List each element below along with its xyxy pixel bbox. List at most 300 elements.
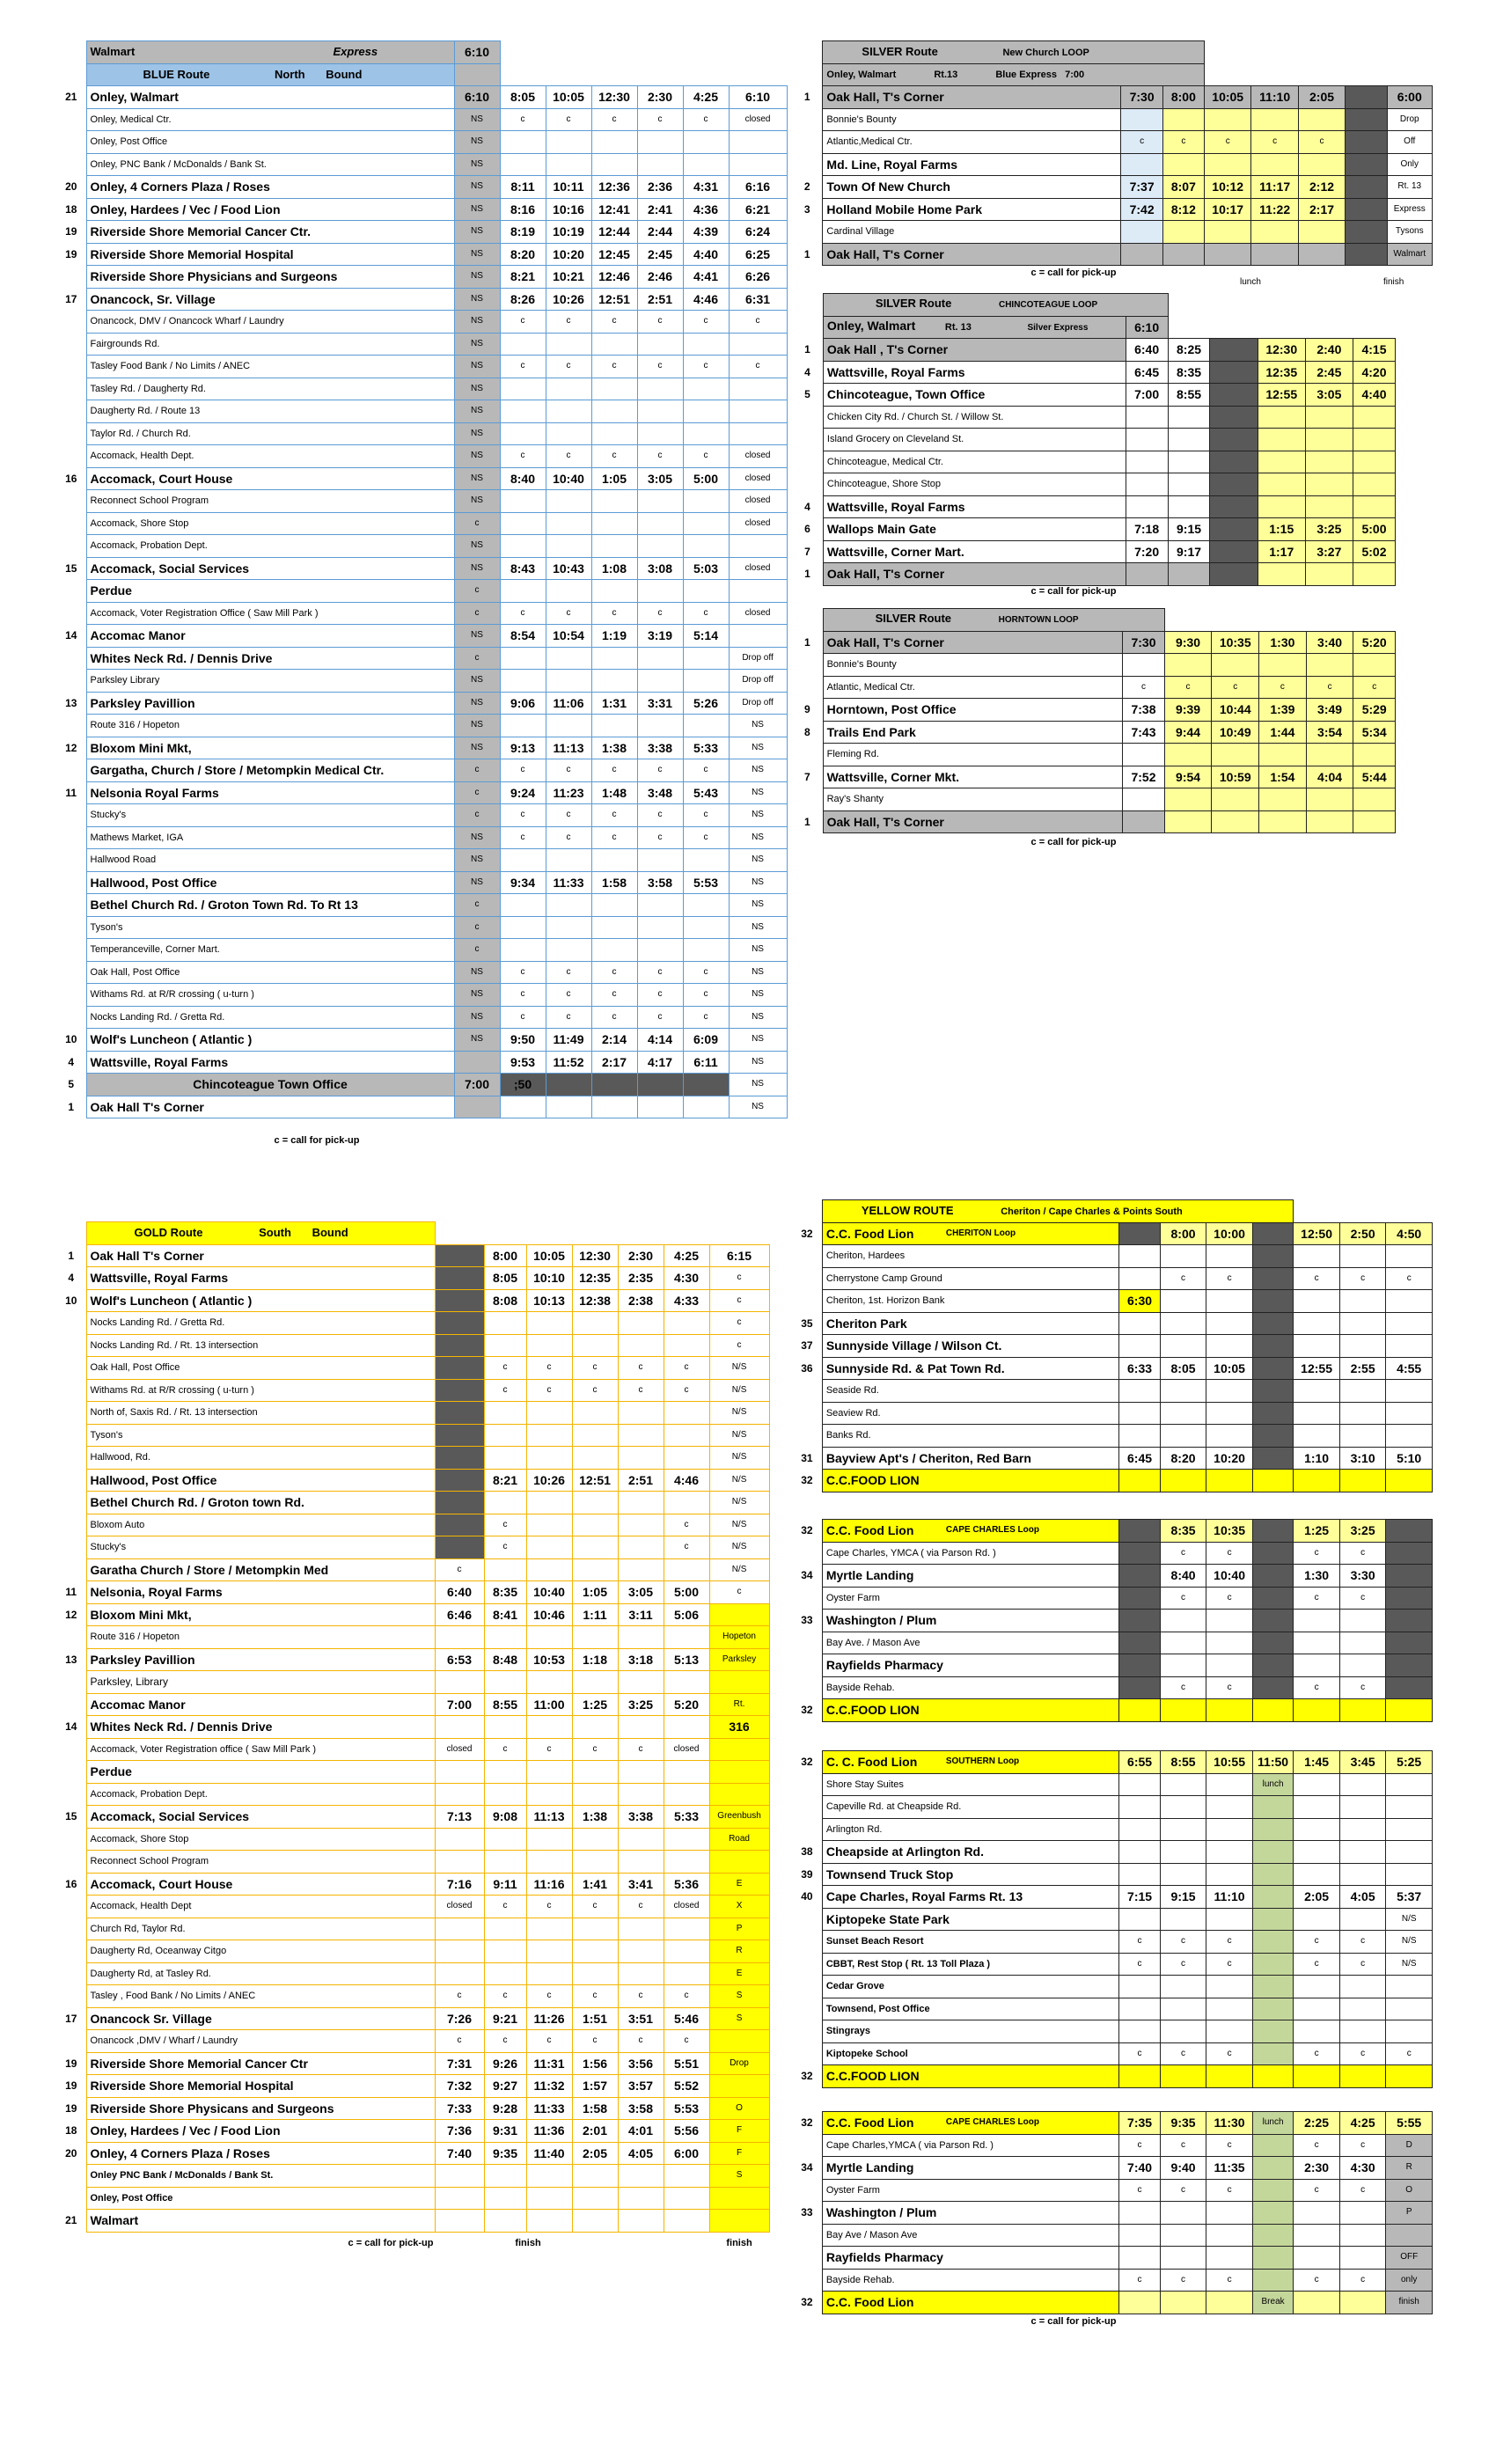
time-cell (1212, 788, 1259, 811)
time-cell (1339, 2247, 1386, 2270)
time-cell (526, 1312, 572, 1335)
time-cell (1206, 1470, 1253, 1492)
time-cell: 9:11 (484, 1873, 526, 1896)
time-cell: N/S (709, 1447, 769, 1470)
time-cell: NS (454, 266, 500, 289)
time-cell (1252, 1908, 1293, 1931)
time-cell: 10:20 (1206, 1447, 1253, 1470)
time-cell: c (435, 2030, 484, 2053)
time-cell (1258, 406, 1305, 429)
time-cell: c (1251, 131, 1298, 154)
stop-number (792, 2134, 822, 2157)
time-cell (1206, 1402, 1253, 1425)
time-cell: 2:12 (1298, 176, 1345, 199)
stop-name: Garatha Church / Store / Metompkin Med (86, 1558, 435, 1581)
time-cell: c (683, 108, 729, 131)
stop-name: C.C. Food Lion (822, 2292, 1118, 2314)
stop-name: Temperanceville, Corner Mart. (86, 939, 454, 962)
time-cell (1206, 2065, 1253, 2088)
stop-name-text: C.C. Food Lion (825, 1523, 914, 1538)
time-cell: 3:19 (637, 625, 683, 648)
time-cell: 9:26 (484, 2052, 526, 2075)
time-cell (1252, 1886, 1293, 1909)
time-cell: NS (454, 737, 500, 759)
stop-number (792, 406, 823, 429)
time-cell (664, 1761, 709, 1784)
time-cell: 3:41 (618, 1873, 664, 1896)
time-cell (683, 647, 729, 670)
time-cell: 5:00 (683, 467, 729, 490)
time-cell: c (500, 1006, 546, 1029)
time-cell (1386, 1818, 1433, 1841)
blue-row (56, 849, 787, 872)
stop-number: 21 (65, 2214, 77, 2227)
time-cell: NS (729, 849, 787, 872)
time-cell: 3:11 (618, 1603, 664, 1626)
time-cell: closed (435, 1896, 484, 1918)
time-cell (709, 2187, 769, 2210)
time-cell (1119, 1976, 1160, 1998)
stop-name: Cedar Grove (822, 1976, 1118, 1998)
time-cell: c (1206, 2179, 1253, 2202)
time-cell (1119, 2202, 1160, 2225)
time-cell: c (618, 1357, 664, 1380)
time-cell: c (484, 1357, 526, 1380)
time-cell (1339, 2020, 1386, 2043)
time-cell (709, 1761, 769, 1784)
time-cell: lunch (1252, 2112, 1293, 2135)
time-cell: 8:55 (1168, 384, 1210, 407)
stop-number: 34 (801, 2161, 813, 2174)
stop-number: 1 (68, 1249, 75, 1262)
gold-note: c = call for pick-up (348, 2238, 434, 2249)
time-cell (1294, 1290, 1340, 1313)
stop-number: 4 (68, 1055, 75, 1068)
time-cell (1294, 1773, 1340, 1796)
yellow3-row (792, 2065, 1433, 2088)
time-cell (1126, 495, 1168, 518)
time-cell: 10:10 (526, 1267, 572, 1290)
time-cell: 2:05 (1298, 86, 1345, 109)
stop-number (792, 153, 823, 176)
time-cell (1119, 1587, 1160, 1610)
time-cell (526, 1828, 572, 1851)
time-cell: 8:35 (484, 1581, 526, 1604)
time-cell (591, 153, 637, 176)
time-cell: 9:31 (484, 2120, 526, 2143)
time-cell: 3:31 (637, 692, 683, 715)
time-cell (1252, 2157, 1293, 2180)
loop-label: CAPE CHARLES Loop (945, 1525, 1039, 1535)
time-cell (1252, 1654, 1293, 1677)
time-cell (1126, 473, 1168, 496)
time-cell: 11:31 (526, 2052, 572, 2075)
time-cell (1252, 1470, 1293, 1492)
time-cell (526, 1334, 572, 1357)
time-cell (1160, 1380, 1206, 1403)
time-cell: 7:00 (454, 1074, 500, 1096)
time-cell (683, 400, 729, 423)
time-cell (484, 1447, 526, 1470)
time-cell (1252, 1357, 1293, 1380)
time-cell: NS (454, 1006, 500, 1029)
time-cell (435, 1379, 484, 1402)
blue-row (56, 198, 787, 221)
time-cell: c (1306, 676, 1353, 699)
stop-number (792, 654, 823, 677)
time-cell (1123, 788, 1164, 811)
stop-name: Onancock ,DMV / Wharf / Laundry (86, 2030, 435, 2053)
time-cell: 5:53 (664, 2097, 709, 2120)
time-cell: 12:30 (572, 1244, 618, 1267)
time-cell: c (637, 961, 683, 984)
time-cell: 12:50 (1294, 1222, 1340, 1245)
stop-number: 19 (65, 247, 77, 260)
time-cell: NS (729, 804, 787, 827)
time-cell (1160, 1654, 1206, 1677)
time-cell (1210, 540, 1258, 563)
stop-number: 39 (801, 1867, 813, 1881)
time-cell (546, 131, 591, 154)
time-cell (591, 580, 637, 603)
time-cell (664, 1962, 709, 1985)
stop-number (792, 1976, 822, 1998)
time-cell: c (546, 311, 591, 334)
time-cell (484, 1828, 526, 1851)
time-cell: 2:30 (637, 86, 683, 109)
time-cell: Drop off (729, 692, 787, 715)
time-cell: F (709, 2142, 769, 2165)
stop-number: 20 (65, 2146, 77, 2160)
time-cell: c (1160, 1676, 1206, 1699)
stop-number: 35 (801, 1316, 813, 1330)
gold-row (56, 1716, 769, 1739)
time-cell: 12:51 (572, 1469, 618, 1492)
time-cell: c (546, 804, 591, 827)
silver-chincoteague-table (792, 293, 1396, 586)
time-cell: c (526, 1738, 572, 1761)
time-cell (683, 378, 729, 400)
time-cell (1252, 1676, 1293, 1699)
silver2-row (792, 451, 1396, 473)
time-cell (1252, 1380, 1293, 1403)
time-cell: c (500, 961, 546, 984)
stop-number (56, 759, 86, 782)
time-cell: 5:56 (664, 2120, 709, 2143)
time-cell: 3:49 (1306, 699, 1353, 722)
time-cell: c (526, 1985, 572, 2008)
silver1-row (792, 86, 1433, 109)
time-cell (664, 1558, 709, 1581)
yellow2-row (792, 1654, 1433, 1677)
time-cell (1259, 744, 1307, 766)
time-cell: c (1206, 1676, 1253, 1699)
stop-number: 32 (801, 2070, 813, 2083)
time-cell (484, 1334, 526, 1357)
time-cell: c (454, 759, 500, 782)
time-cell (1160, 1773, 1206, 1796)
time-cell: c (546, 602, 591, 625)
time-cell (1252, 1447, 1293, 1470)
time-cell: 6:46 (435, 1603, 484, 1626)
time-cell (1160, 1976, 1206, 1998)
time-cell (1210, 518, 1258, 541)
time-cell (637, 894, 683, 917)
time-cell: c (1119, 2269, 1160, 2292)
yellow1-row (792, 1290, 1433, 1313)
time-cell: 7:16 (435, 1873, 484, 1896)
time-cell (484, 1851, 526, 1874)
time-cell: c (572, 1379, 618, 1402)
stop-name: Townsend Truck Stop (822, 1863, 1118, 1886)
time-cell: 8:35 (1168, 361, 1210, 384)
stop-number (792, 108, 823, 131)
time-cell (1119, 1908, 1160, 1931)
time-cell (664, 1447, 709, 1470)
silver1-row (792, 153, 1433, 176)
time-cell (546, 378, 591, 400)
time-cell (618, 1334, 664, 1357)
stop-number (56, 1424, 86, 1447)
stop-number: 1 (804, 568, 810, 581)
time-cell: 8:21 (500, 266, 546, 289)
time-cell: 7:18 (1126, 518, 1168, 541)
time-cell: 10:19 (546, 221, 591, 244)
time-cell (1353, 451, 1395, 473)
time-cell (1252, 2202, 1293, 2225)
stop-name: Onley PNC Bank / McDonalds / Bank St. (86, 2165, 435, 2188)
time-cell: c (1259, 676, 1307, 699)
blue-row (56, 311, 787, 334)
time-cell: 12:36 (591, 176, 637, 199)
time-cell: 1:25 (1294, 1520, 1340, 1543)
stop-number: 40 (801, 1890, 813, 1903)
gold-row (56, 1603, 769, 1626)
gold-finish2: finish (726, 2237, 752, 2248)
stop-number: 1 (803, 635, 810, 649)
time-cell (1164, 788, 1212, 811)
time-cell (1339, 1773, 1386, 1796)
time-cell (1386, 1542, 1433, 1565)
time-cell (1386, 2224, 1433, 2247)
gold-row (56, 1447, 769, 1470)
time-cell: 8:48 (484, 1648, 526, 1671)
gold-row (56, 1312, 769, 1335)
time-cell (572, 1940, 618, 1963)
stop-number (56, 1334, 86, 1357)
time-cell: 5:29 (1353, 699, 1396, 722)
stop-number: 11 (65, 786, 77, 799)
time-cell: 7:32 (435, 2075, 484, 2098)
stop-name: Cheriton Park (822, 1312, 1118, 1335)
stop-number (56, 1536, 86, 1559)
stop-name: Oak Hall, Post Office (86, 1357, 435, 1380)
time-cell (1386, 1773, 1433, 1796)
time-cell (572, 1334, 618, 1357)
stop-name: Daugherty Rd, at Tasley Rd. (86, 1962, 435, 1985)
time-cell (1206, 2292, 1253, 2314)
time-cell (546, 939, 591, 962)
yellow1-row (792, 1312, 1433, 1335)
silver1-finish: finish (1382, 277, 1404, 288)
time-cell: c (1121, 131, 1162, 154)
yellow3-row (792, 2042, 1433, 2065)
time-cell (1386, 1998, 1433, 2020)
time-cell (1252, 2179, 1293, 2202)
time-cell: c (1353, 676, 1396, 699)
stop-number (792, 1796, 822, 1819)
time-cell: closed (729, 602, 787, 625)
time-cell (1294, 1908, 1340, 1931)
time-cell: 9:27 (484, 2075, 526, 2098)
time-cell (1294, 2020, 1340, 2043)
time-cell (572, 1447, 618, 1470)
time-cell: NS (454, 467, 500, 490)
time-cell: 1:48 (591, 781, 637, 804)
time-cell: 4:46 (664, 1469, 709, 1492)
time-cell: c (484, 1379, 526, 1402)
time-cell: c (664, 1985, 709, 2008)
time-cell: 6:00 (664, 2142, 709, 2165)
time-cell: c (1206, 1587, 1253, 1610)
stop-name: Rayfields Pharmacy (822, 2247, 1118, 2270)
time-cell: 8:00 (484, 1244, 526, 1267)
time-cell: c (664, 1514, 709, 1536)
silver1-note: c = call for pick-up (1030, 268, 1117, 278)
time-cell (1164, 654, 1212, 677)
time-cell (1258, 563, 1305, 586)
time-cell (1119, 1267, 1160, 1290)
loop-label: SOUTHERN Loop (945, 1756, 1020, 1766)
blue-depart: 6:10 (454, 41, 500, 64)
time-cell: NS (454, 490, 500, 513)
time-cell (1160, 1796, 1206, 1819)
time-cell: 7:42 (1121, 198, 1162, 221)
time-cell (618, 1851, 664, 1874)
time-cell (1259, 654, 1307, 677)
stop-number (792, 2020, 822, 2043)
blue-row (56, 131, 787, 154)
time-cell (618, 2165, 664, 2188)
time-cell (572, 1626, 618, 1649)
time-cell (484, 1940, 526, 1963)
time-cell (1339, 1841, 1386, 1864)
time-cell (1252, 2269, 1293, 2292)
stop-name: Chincoteague Town Office (86, 1074, 454, 1096)
silver1-lunch: lunch (1239, 277, 1261, 288)
stop-number: 32 (801, 1227, 813, 1240)
stop-name: Wattsville, Corner Mkt. (823, 766, 1123, 788)
gold-row (56, 2187, 769, 2210)
stop-number (56, 108, 86, 131)
time-cell: 5:14 (683, 625, 729, 648)
stop-number: 32 (801, 2296, 813, 2309)
time-cell (526, 1558, 572, 1581)
stop-name: Cherrystone Camp Ground (822, 1267, 1118, 1290)
time-cell: closed (664, 1896, 709, 1918)
time-cell (1294, 1425, 1340, 1448)
time-cell (484, 1761, 526, 1784)
yellow3-row (792, 1863, 1433, 1886)
time-cell: 5:37 (1386, 1886, 1433, 1909)
time-cell (435, 1334, 484, 1357)
stop-name: Daugherty Rd. / Route 13 (86, 400, 454, 423)
time-cell: c (1339, 1587, 1386, 1610)
time-cell (1339, 1425, 1386, 1448)
stop-number (56, 1492, 86, 1514)
time-cell (729, 625, 787, 648)
gold-row (56, 1267, 769, 1290)
stop-name: Oyster Farm (822, 2179, 1118, 2202)
time-cell: 5:06 (664, 1603, 709, 1626)
time-cell: 9:24 (500, 781, 546, 804)
stop-name: Chincoteague, Medical Ctr. (823, 451, 1126, 473)
time-cell (1123, 654, 1164, 677)
stop-name: Hallwood, Post Office (86, 871, 454, 894)
stop-name: Riverside Shore Memorial Hospital (86, 243, 454, 266)
stop-number (56, 400, 86, 423)
time-cell: 10:40 (546, 467, 591, 490)
time-cell: 9:39 (1164, 699, 1212, 722)
stop-number: 13 (65, 1653, 77, 1666)
blue-row (56, 670, 787, 693)
time-cell: c (454, 512, 500, 535)
gold-row (56, 1693, 769, 1716)
time-cell: c (1164, 676, 1212, 699)
time-cell (664, 1716, 709, 1739)
time-cell: 3:51 (618, 2007, 664, 2030)
time-cell (1119, 1470, 1160, 1492)
time-cell: c (526, 1379, 572, 1402)
time-cell: 11:22 (1251, 198, 1298, 221)
time-cell: NS (454, 288, 500, 311)
time-cell (1206, 2020, 1253, 2043)
stop-number (56, 131, 86, 154)
time-cell: c (484, 1536, 526, 1559)
time-cell (591, 715, 637, 737)
time-cell (1252, 1542, 1293, 1565)
stop-name: Accomack, Voter Registration office ( Saw Mill Park ) (86, 1738, 435, 1761)
time-cell (1126, 451, 1168, 473)
time-cell: c (526, 1357, 572, 1380)
gold-dir1: South (259, 1226, 291, 1240)
time-cell: 12:44 (591, 221, 637, 244)
stop-name: Parksley Library (86, 670, 454, 693)
stop-number: 37 (801, 1339, 813, 1353)
time-cell: 12:55 (1258, 384, 1305, 407)
time-cell: 7:37 (1121, 176, 1162, 199)
time-cell (1252, 1841, 1293, 1864)
stop-name: Banks Rd. (822, 1425, 1118, 1448)
time-cell (1119, 2065, 1160, 2088)
silver3-row (792, 744, 1396, 766)
time-cell (1252, 1818, 1293, 1841)
time-cell: 1:15 (1258, 518, 1305, 541)
stop-number: 14 (65, 1720, 77, 1734)
time-cell: 7:13 (435, 1806, 484, 1829)
time-cell (1204, 108, 1250, 131)
time-cell (1252, 1402, 1293, 1425)
time-cell: c (1160, 2042, 1206, 2065)
gold-row (56, 1402, 769, 1425)
time-cell: c (683, 445, 729, 468)
time-cell: c (1386, 1267, 1433, 1290)
time-cell (1210, 384, 1258, 407)
time-cell (572, 1918, 618, 1940)
blue-row (56, 804, 787, 827)
time-cell (435, 1761, 484, 1784)
time-cell: 5:36 (664, 1873, 709, 1896)
